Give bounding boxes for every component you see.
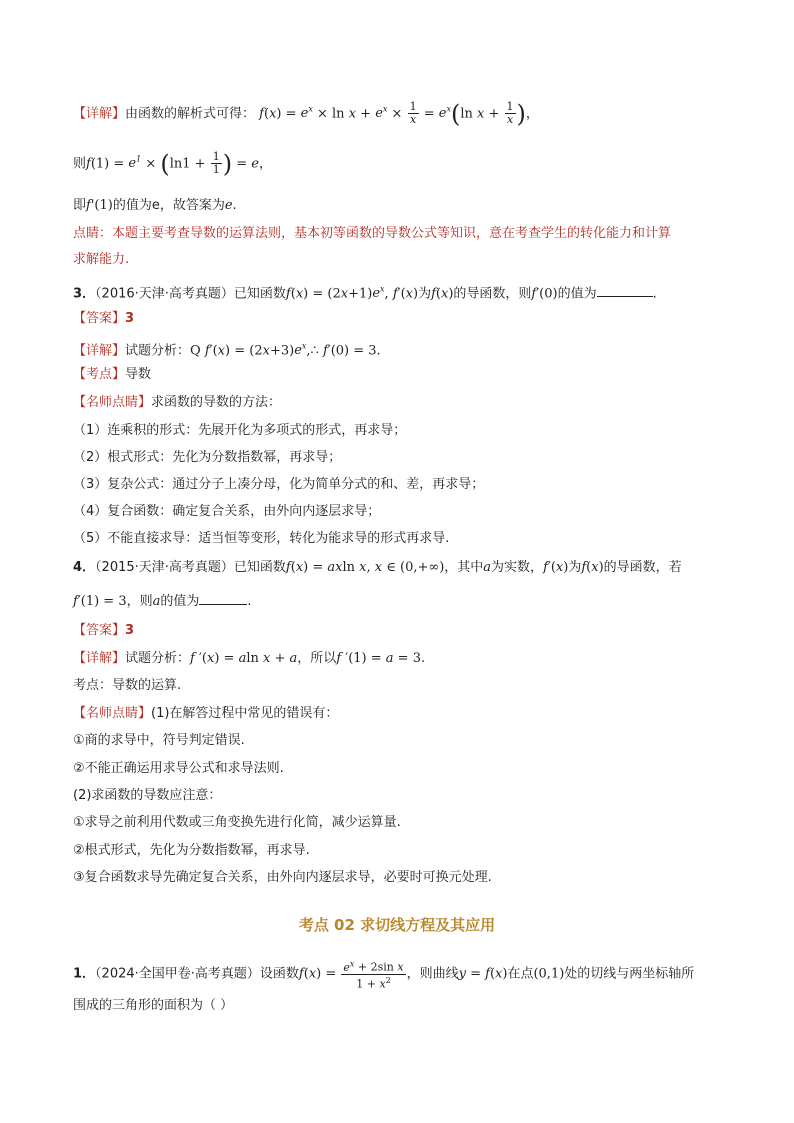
question-1-cont: 围成的三角形的面积为（ ） xyxy=(73,998,234,1013)
answer-value: 3 xyxy=(125,311,135,326)
remark-line: 点睛：本题主要考查导数的运算法则，基本初等函数的导数公式等知识，意在考查学生的转化能力和计算 xyxy=(73,226,672,241)
method-5: （5）不能直接求导：适当恒等变形，转化为能求导的形式再求导. xyxy=(73,531,450,546)
mingshi-tag: 【名师点睛】 xyxy=(73,706,152,721)
answer-value: 3 xyxy=(125,623,135,638)
error-2: ②不能正确运用求导公式和求导法则. xyxy=(73,761,284,776)
answer-tag: 【答案】 xyxy=(73,623,126,638)
detail-tag: 【详解】 xyxy=(73,343,126,359)
q-source: （2024·全国甲卷·高考真题） xyxy=(95,966,260,982)
answer-3 xyxy=(73,310,134,328)
text: 试题分析： xyxy=(125,651,191,666)
note-2: ②根式形式，先化为分数指数幂，再求导. xyxy=(73,843,310,858)
detail-tag: 【详解】 xyxy=(73,106,126,122)
text: 在点 xyxy=(507,966,534,982)
kaodian-tag: 【考点】 xyxy=(73,367,126,382)
section-title: 考点 02 求切线方程及其应用 xyxy=(298,916,496,934)
answer-4 xyxy=(73,622,134,640)
question-4-cont: f′(1) = 3，则a的值为 . xyxy=(73,594,252,609)
detail-tag: 【详解】 xyxy=(73,651,126,666)
text: 的值为 xyxy=(557,286,597,302)
text: 的导函数，若 xyxy=(603,560,682,575)
q-source: （2016·天津·高考真题） xyxy=(95,286,234,302)
detail-3: 【详解】试题分析：Q $f'(x) = (2x+3)e^x,\therefore$ f′(0) = 3. xyxy=(73,342,381,359)
answer-tag: 【答案】 xyxy=(73,311,126,326)
q-number: 3． xyxy=(73,286,96,302)
q-number: 1． xyxy=(73,966,96,982)
text: ，其中 xyxy=(444,560,484,575)
question-4: 4．（2015·天津·高考真题）已知函数f(x) = axln x, x ∈ (0,+∞)，其中a为实数，f′(x)为f(x)的导函数，若 xyxy=(73,560,682,575)
text: (1)在解答过程中常见的错误有： xyxy=(151,706,339,721)
text: 为 xyxy=(418,286,432,302)
note-1: ①求导之前利用代数或三角变换先进行化简，减少运算量. xyxy=(73,815,401,830)
text: ，所以 xyxy=(297,651,337,666)
mingshi-3 xyxy=(73,394,281,412)
text: 即 xyxy=(73,198,87,213)
q-number: 4． xyxy=(73,560,96,575)
text: 求函数的导数的方法： xyxy=(151,395,282,410)
text: 已知函数 xyxy=(233,286,286,302)
solution-line-3: 即f'(1)的值为e，故答案为e. xyxy=(73,198,237,213)
method-2: （2）根式形式：先化为分数指数幂，再求导； xyxy=(73,450,342,465)
text: 为 xyxy=(568,560,582,575)
remark-line-2: 求解能力. xyxy=(73,252,130,267)
mingshi-4 xyxy=(73,705,338,723)
method-4: （4）复合函数：确定复合关系，由外向内逐层求导； xyxy=(73,504,381,519)
solution-line-2: 则$f(1) = e^1 \times (\ln 1$ + $\frac{1}{1}$ ) = e， xyxy=(73,149,272,178)
text: 为实数， xyxy=(491,560,544,575)
text: 的值为 xyxy=(112,198,152,213)
error-1: ①商的求导中，符号判定错误. xyxy=(73,733,245,748)
kaodian-4: 考点：导数的运算. xyxy=(73,678,182,693)
text: 设函数 xyxy=(259,966,299,982)
q-source: （2015·天津·高考真题） xyxy=(95,560,234,575)
text: ，则 xyxy=(126,594,153,609)
detail-4: 【详解】试题分析：f ′(x) = aln x + a，所以f ′(1) = a = 3. xyxy=(73,651,426,666)
solution-line-1: 【详解】由函数的解析式可得： $f(x) = e^x \times \ln x + e^x$ × $\frac{1}{x}$ = $e^x(\ln$ x + $\frac{1}{x}$ )， xyxy=(73,99,539,128)
text: 导数 xyxy=(125,367,152,382)
answer-blank[interactable] xyxy=(199,592,247,605)
note-heading: (2)求函数的导数应注意： xyxy=(73,788,222,803)
method-1: （1）连乘积的形式：先展开化为多项式的形式，再求导； xyxy=(73,423,407,438)
text: ，则曲线 xyxy=(406,966,459,982)
text: 的导函数，则 xyxy=(453,286,532,302)
text: 由函数的解析式可得： xyxy=(125,106,256,122)
question-3: 3．（2016·天津·高考真题）已知函数$f(x) = (2x+1)e^x$, f′(x)为f(x)的导函数，则f′(0)的值为 . xyxy=(73,285,657,302)
text: 处的切线与两坐标轴所 xyxy=(564,966,695,982)
answer-blank[interactable] xyxy=(597,284,653,297)
kaodian-3 xyxy=(73,366,151,384)
mingshi-tag: 【名师点睛】 xyxy=(73,395,152,410)
question-1: 1．（2024·全国甲卷·高考真题）设函数f(x) = $\frac{e^x + 2\sin x}{1 + x^2}$ ，则曲线y = f(x)在点(0,1)处的切线与两坐标轴所 xyxy=(73,959,695,991)
text: 的值为 xyxy=(160,594,200,609)
text: 则 xyxy=(73,156,87,172)
text: e，故答案为 xyxy=(151,198,225,213)
text: 试题分析： xyxy=(125,343,191,359)
method-3: （3）复杂公式：通过分子上凑分母，化为简单分式的和、差，再求导； xyxy=(73,477,485,492)
note-3: ③复合函数求导先确定复合关系，由外向内逐层求导，必要时可换元处理. xyxy=(73,870,492,885)
text: 已知函数 xyxy=(233,560,286,575)
